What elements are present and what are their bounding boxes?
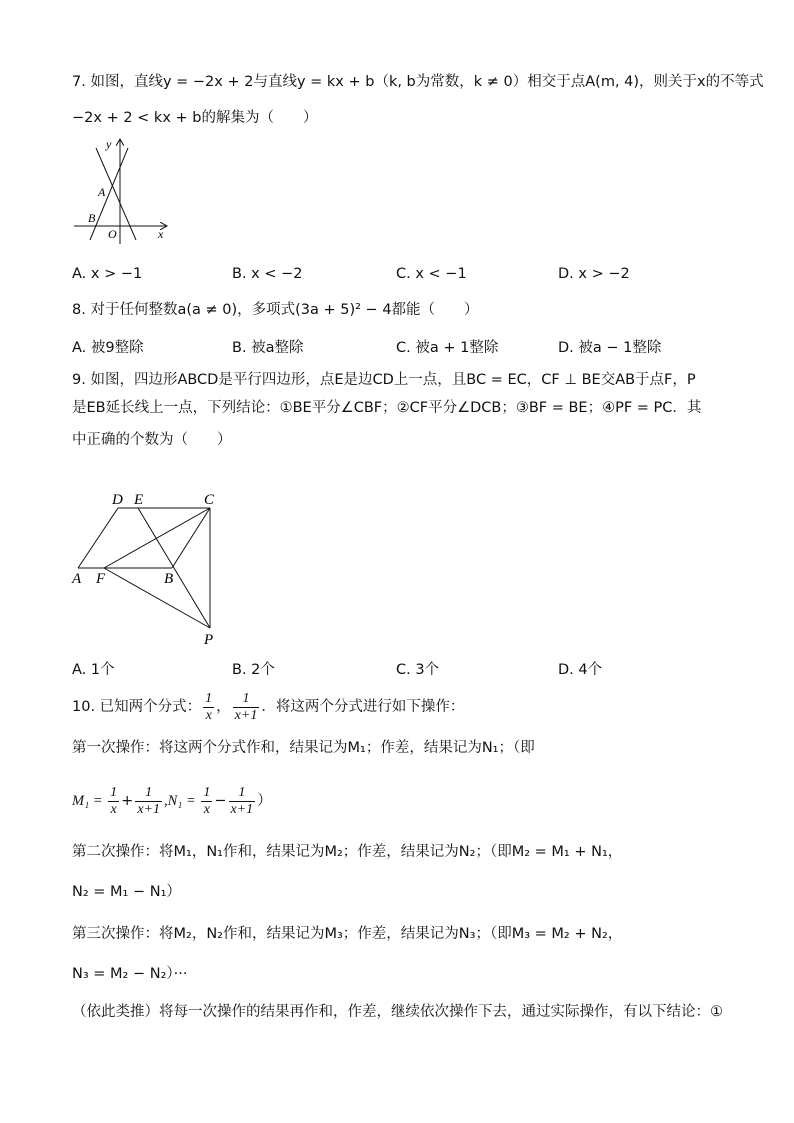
- q9-label-F: F: [96, 571, 106, 587]
- q10-frac-1-over-x: $\frac{1}{x}$: [205, 690, 213, 723]
- q10-line3: [72, 784, 734, 818]
- q9-option-d[interactable]: D. 4个: [558, 662, 603, 678]
- q10-frac-5: $\frac{1}{x}$: [203, 784, 211, 817]
- q10-frac-1-over-x-plus-1: $\frac{1}{x+1}$: [234, 690, 258, 723]
- q10-line6: 第三次操作：将M₂，N₂作和，结果记为M₃；作差，结果记为N₃；（即M₃ = M₂ + N₂，: [72, 926, 623, 942]
- q9-label-A: A: [72, 571, 82, 587]
- q8-option-b[interactable]: B. 被a整除: [232, 340, 304, 356]
- q9-option-c[interactable]: C. 3个: [396, 662, 440, 678]
- q9-stem-line3: 中正确的个数为（ ）: [72, 432, 232, 448]
- q9-label-C: C: [204, 492, 215, 508]
- q9-label-P: P: [204, 632, 214, 648]
- q7-label-B: B: [88, 211, 96, 225]
- q9-option-b[interactable]: B. 2个: [232, 662, 275, 678]
- q10-line5: N₂ = M₁ − N₁）: [72, 884, 181, 900]
- q9-stem-line2: 是EB延长线上一点，下列结论：①BE平分∠CBF；②CF平分∠DCB；③BF = BE；④PF = PC．其: [72, 400, 702, 416]
- q8-stem: 8. 对于任何整数a(a ≠ 0)，多项式(3a + 5)² − 4都能（ ）: [72, 302, 479, 318]
- q7-stem-line1: 7. 如图，直线y = −2x + 2与直线y = kx + b（k, b为常数，k ≠ 0）相交于点A(m, 4)，则关于x的不等式: [72, 74, 764, 90]
- q8-option-d[interactable]: D. 被a − 1整除: [558, 340, 662, 356]
- q10-stem-line1: [72, 690, 734, 724]
- q10-close: ）: [257, 793, 272, 809]
- q9-seg-AD: [78, 508, 118, 568]
- q10-line2: 第一次操作：将这两个分式作和，结果记为M₁；作差，结果记为N₁；（即: [72, 740, 535, 756]
- q9-option-a[interactable]: A. 1个: [72, 662, 115, 678]
- q7-option-c[interactable]: C. x < −1: [396, 266, 467, 282]
- q7-stem-line2: −2x + 2 < kx + b的解集为（ ）: [72, 110, 318, 126]
- q7-label-y: y: [106, 137, 112, 151]
- q10-N1-label: ,N₁ =: [163, 793, 200, 809]
- q10-prefix: 10. 已知两个分式：: [72, 699, 202, 715]
- q7-option-d[interactable]: D. x > −2: [558, 266, 630, 282]
- q8-option-a[interactable]: A. 被9整除: [72, 340, 144, 356]
- q9-seg-CB: [172, 508, 210, 568]
- q10-suffix: ．将这两个分式进行如下操作：: [261, 699, 465, 715]
- q9-label-D: D: [112, 492, 123, 508]
- q9-label-E: E: [134, 492, 144, 508]
- q10-line8: （依此类推）将每一次操作的结果再作和，作差，继续依次操作下去，通过实际操作，有以下结论：①: [72, 1004, 723, 1020]
- q9-stem-line1: 9. 如图，四边形ABCD是平行四边形，点E是边CD上一点，且BC = EC，CF ⊥ BE交AB于点F，P: [72, 372, 696, 388]
- q7-option-a[interactable]: A. x > −1: [72, 266, 143, 282]
- q9-label-B: B: [164, 571, 174, 587]
- q9-seg-FP: [104, 568, 210, 628]
- q10-line4: 第二次操作：将M₁，N₁作和，结果记为M₂；作差，结果记为N₂；（即M₂ = M₁ + N₁，: [72, 844, 623, 860]
- q7-figure: [70, 134, 180, 249]
- q7-label-A: A: [98, 185, 106, 199]
- q9-figure: [68, 488, 228, 650]
- q10-line7: N₃ = M₂ − N₂）···: [72, 966, 188, 982]
- q7-label-O: O: [108, 227, 117, 241]
- q10-frac-6: $\frac{1}{x+1}$: [230, 784, 254, 817]
- q10-plus: +: [121, 793, 134, 809]
- q7-option-b[interactable]: B. x < −2: [232, 266, 303, 282]
- q9-seg-CF: [104, 508, 210, 568]
- q8-option-c[interactable]: C. 被a + 1整除: [396, 340, 499, 356]
- q10-M1-label: M₁ =: [72, 793, 107, 809]
- q10-minus: −: [214, 793, 227, 809]
- q10-sep: ，: [216, 699, 231, 715]
- q10-frac-3: $\frac{1}{x}$: [110, 784, 118, 817]
- q10-frac-4: $\frac{1}{x+1}$: [137, 784, 160, 817]
- q7-label-x: x: [158, 227, 164, 241]
